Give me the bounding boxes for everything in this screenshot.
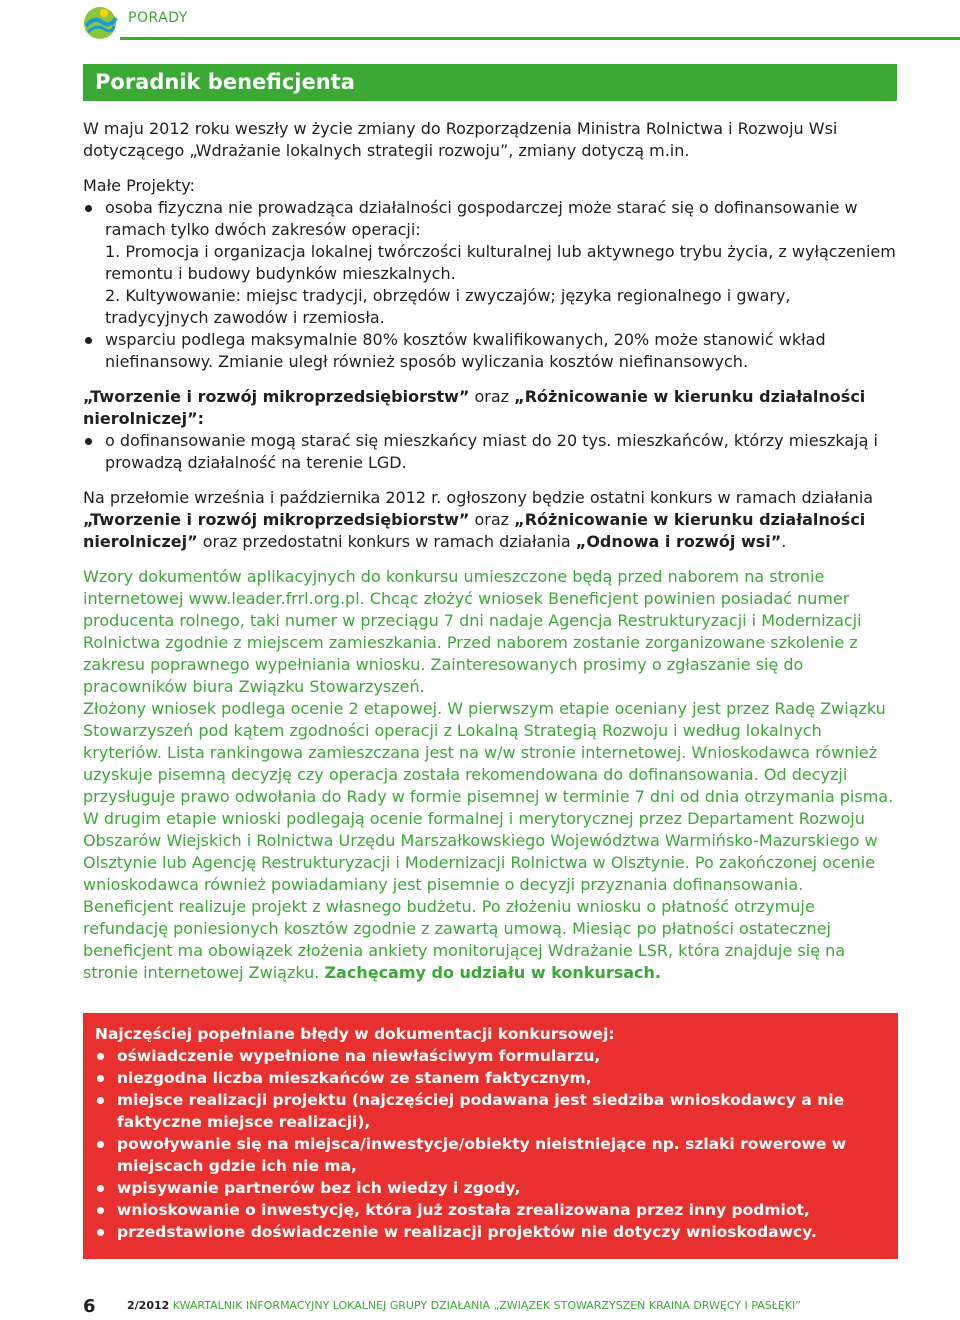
green-paragraph: [83, 896, 898, 984]
article-body: [83, 118, 898, 984]
call-to-action: Zachęcamy do udziału w konkursach.: [324, 963, 662, 982]
header-divider: [120, 37, 960, 40]
text-run: „Tworzenie i rozwój mikroprzedsiębiorstw”: [83, 510, 470, 529]
list-item: oświadczenie wypełnione na niewłaściwym formularzu,: [95, 1045, 886, 1067]
list-item: wnioskowanie o inwestycję, która już została zrealizowana przez inny podmiot,: [95, 1199, 886, 1221]
list-item: powoływanie się na miejsca/inwestycje/obiekty nieistniejące np. szlaki rowerowe w miejscach gdzie ich nie ma,: [95, 1133, 886, 1177]
text-run: oraz: [469, 510, 515, 529]
errors-heading: Najczęściej popełniane błędy w dokumentacji konkursowej:: [95, 1025, 615, 1043]
heading-part: „Różnicowanie w kierunku działalności nierolniczej”:: [83, 387, 866, 428]
text-run: „Odnowa i rozwój wsi”: [575, 532, 782, 551]
issue-number: 2/2012: [127, 1299, 170, 1312]
publication-name: KWARTALNIK INFORMACYJNY LOKALNEJ GRUPY DZIAŁANIA „ZWIĄZEK STOWARZYSZEŃ KRAINA DRWĘCY I PASŁĘKI”: [172, 1299, 801, 1312]
green-section: [83, 566, 898, 984]
errors-box: [83, 1013, 898, 1259]
title-bar: [83, 64, 897, 101]
text-run: .: [781, 532, 787, 551]
page-title: Poradnik beneficjenta: [95, 70, 355, 94]
green-paragraph: Wzory dokumentów aplikacyjnych do konkursu umieszczone będą przed naborem na stronie internetowej www.leader.frrl.org.pl. Chcąc złożyć wniosek Beneficjent powinien posiadać numer producenta rolnego, taki numer w przeciągu 7 dni nadaje Agencja Restrukturyzacji i Modernizacji Rolnictwa zgodnie z miejscem zamieszkania. Przed naborem zostanie zorganizowane szkolenie z zakresu poprawnego wypełniania wniosku. Zainteresowanych prosimy o zgłaszanie się do pracowników biura Związku Stowarzyszeń.: [83, 567, 862, 696]
text-run: „Różnicowanie w kierunku działalności nierolniczej”: [83, 510, 866, 551]
list-item: wpisywanie partnerów bez ich wiedzy i zgody,: [95, 1177, 886, 1199]
text-run: Beneficjent realizuje projekt z własnego budżetu. Po złożeniu wniosku o płatność otrzymuje refundację poniesionych kosztów zgodnie z zawartą umową. Miesiąc po płatności ostatecznej beneficjent ma obowiązek złożenia ankiety monitorującej Wdrażanie LSR, która znajduje się na stronie internetowej Związku.: [83, 897, 846, 982]
tworzenie-heading: [83, 386, 898, 430]
list-item: miejsce realizacji projektu (najczęściej podawana jest siedziba wnioskodawcy a nie faktyczne miejsce realizacji),: [95, 1089, 886, 1133]
list-item: wsparciu podlega maksymalnie 80% kosztów kwalifikowanych, 20% może stanowić wkład niefinansowy. Zmianie uległ również sposób wyliczania kosztów niefinansowych.: [83, 329, 898, 373]
green-paragraph: Złożony wniosek podlega ocenie 2 etapowej. W pierwszym etapie oceniany jest przez Radę Związku Stowarzyszeń pod kątem zgodności operacji z Lokalną Strategią Rozwoju i według lokalnych kryteriów. Lista rankingowa zamieszczana jest na w/w stronie internetowej. Wnioskodawca również uzyskuje pisemną decyzję czy operacja została rekomendowana do dofinansowania. Od decyzji przysługuje prawo odwołania do Rady w formie pisemnej w terminie 7 dni od dnia otrzymania pisma.: [83, 699, 894, 806]
list-item: 2. Kultywowanie: miejsc tradycji, obrzędów i zwyczajów; języka regionalnego i gwary, tradycyjnych zawodów i rzemiosła.: [105, 286, 791, 327]
page-header: [0, 0, 960, 46]
text-run: oraz przedostatni konkurs w ramach działania: [197, 532, 576, 551]
page-footer: [0, 1296, 960, 1320]
konkurs-paragraph: [83, 487, 898, 553]
list-item: niezgodna liczba mieszkańców ze stanem faktycznym,: [95, 1067, 886, 1089]
heading-connector: oraz: [469, 387, 515, 406]
green-paragraph: W drugim etapie wnioski podlegają ocenie formalnej i merytorycznej przez Departament Rozwoju Obszarów Wiejskich i Rolnictwa Urzędu Marszałkowskiego Województwa Warmińsko-Mazurskiego w Olsztynie lub Agencję Restrukturyzacji i Modernizacji Rolnictwa w Olsztynie. Po zakończonej ocenie wnioskodawca również powiadamiany jest pisemnie o decyzji przyznania dofinansowania.: [83, 809, 878, 894]
list-item: osoba fizyczna nie prowadząca działalności gospodarczej może starać się o dofinansowanie w ramach tylko dwóch zakresów operacji:: [83, 197, 898, 241]
male-projekty-heading: Małe Projekty:: [83, 176, 195, 195]
list-item: o dofinansowanie mogą starać się mieszkańcy miast do 20 tys. mieszkańców, którzy mieszkają i prowadzą działalność na terenie LGD.: [83, 430, 898, 474]
section-label: PORADY: [128, 10, 188, 26]
page-number: 6: [83, 1296, 96, 1317]
intro-paragraph: W maju 2012 roku weszły w życie zmiany do Rozporządzenia Ministra Rolnictwa i Rozwoju Wsi dotyczącego „Wdrażanie lokalnych strategii rozwoju”, zmiany dotyczą m.in.: [83, 119, 838, 160]
footer-text: [127, 1299, 801, 1312]
list-item: przedstawione doświadczenie w realizacji projektów nie dotyczy wnioskodawcy.: [95, 1221, 886, 1243]
text-run: Na przełomie września i października 2012 r. ogłoszony będzie ostatni konkurs w ramach działania: [83, 488, 874, 507]
heading-part: „Tworzenie i rozwój mikroprzedsiębiorstw”: [83, 387, 470, 406]
list-item: 1. Promocja i organizacja lokalnej twórczości kulturalnej lub aktywnego trybu życia, z wyłączeniem remontu i budowy budynków mieszkalnych.: [105, 242, 896, 283]
organization-logo-icon: [82, 4, 118, 42]
